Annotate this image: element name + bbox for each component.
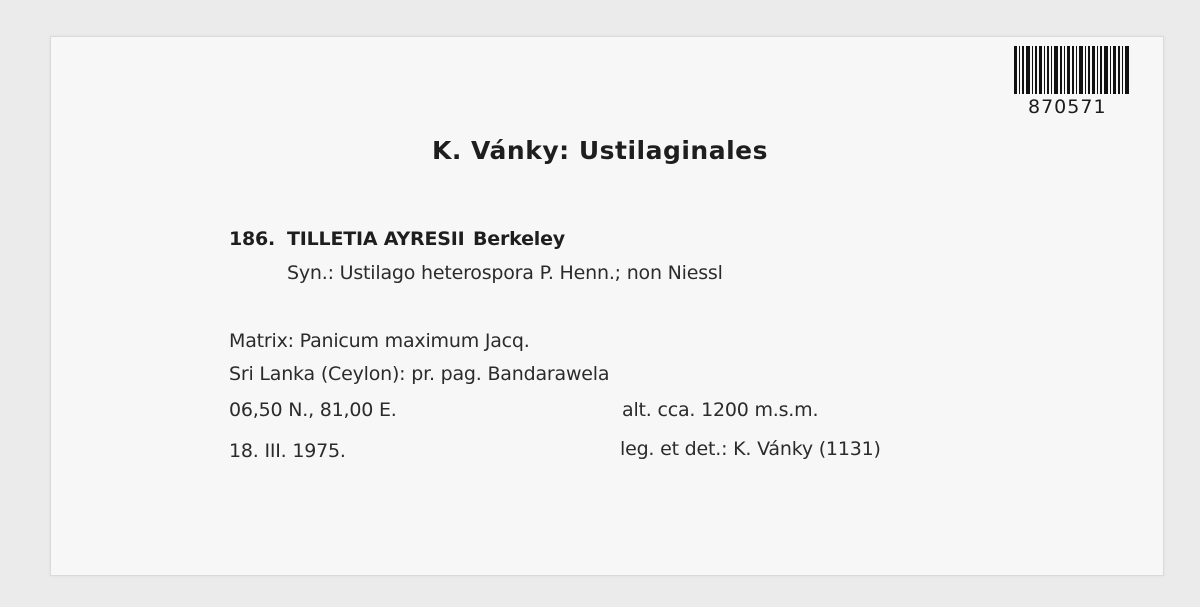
barcode-icon <box>1012 44 1132 96</box>
specimen-number: 186. <box>229 228 276 250</box>
altitude: alt. cca. 1200 m.s.m. <box>622 399 819 421</box>
collection-title: K. Vánky: Ustilaginales <box>431 136 769 165</box>
barcode <box>1012 44 1134 120</box>
taxon-name: TILLETIA AYRESII <box>287 228 465 250</box>
matrix: Matrix: Panicum maximum Jacq. <box>229 330 530 352</box>
coordinates: 06,50 N., 81,00 E. <box>229 399 397 421</box>
barcode-number: 870571 <box>1028 96 1107 118</box>
locality: Sri Lanka (Ceylon): pr. pag. Bandarawela <box>229 363 610 385</box>
synonym: Syn.: Ustilago heterospora P. Henn.; non Niessl <box>287 262 723 284</box>
collection-date: 18. III. 1975. <box>229 440 346 462</box>
taxon-author: Berkeley <box>473 228 565 250</box>
collector: leg. et det.: K. Vánky (1131) <box>620 438 881 460</box>
herbarium-label <box>50 36 1164 576</box>
